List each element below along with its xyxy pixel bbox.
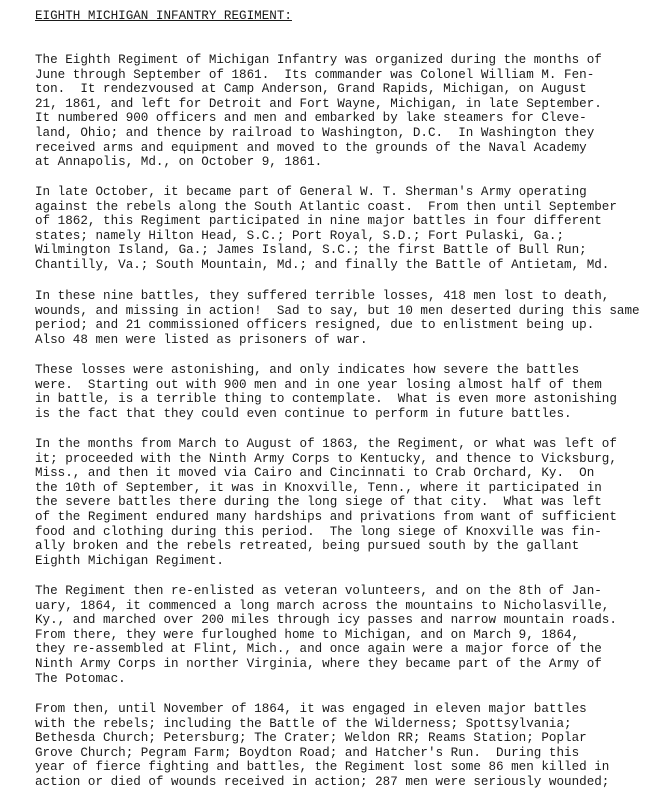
- text-line: These losses were astonishing, and only indicates how severe the battles: [35, 363, 580, 377]
- text-line: at Annapolis, Md., on October 9, 1861.: [35, 155, 323, 170]
- text-line: year of fierce fighting and battles, the Regiment lost some 86 men killed in: [35, 760, 610, 775]
- text-line: Ninth Army Corps in norther Virginia, where they became part of the Army of: [35, 656, 602, 671]
- text-line: action or died of wounds received in action; 287 men were seriously wounded;: [35, 774, 610, 789]
- paragraph: [35, 584, 617, 686]
- text-line: Eighth Michigan Regiment.: [35, 553, 224, 568]
- text-line: In late October, it became part of General W. T. Sherman's Army operating: [35, 185, 587, 199]
- paragraph: [35, 437, 617, 568]
- text-line: uary, 1864, it commenced a long march across the mountains to Nicholasville,: [35, 598, 610, 613]
- text-line: is the fact that they could even continue to perform in future battles.: [35, 406, 572, 421]
- text-line: period; and 21 commissioned officers resigned, due to enlistment being up.: [35, 318, 595, 333]
- text-line: Ky., and marched over 200 miles through icy passes and narrow mountain roads.: [35, 613, 617, 628]
- text-line: food and clothing during this period. The long siege of Knoxville was fin-: [35, 524, 602, 539]
- text-line: received arms and equipment and moved to the grounds of the Naval Academy: [35, 140, 587, 155]
- text-line: against the rebels along the South Atlantic coast. From then until September: [35, 199, 617, 214]
- text-line: 21, 1861, and left for Detroit and Fort Wayne, Michigan, in late September.: [35, 96, 602, 111]
- paragraph: [35, 363, 617, 421]
- text-line: From then, until November of 1864, it was engaged in eleven major battles: [35, 702, 587, 716]
- text-line: June through September of 1861. Its commander was Colonel William M. Fen-: [35, 67, 595, 82]
- text-line: of 1862, this Regiment participated in nine major battles in four different: [35, 214, 602, 229]
- text-line: of the Regiment endured many hardships and privations from want of sufficient: [35, 509, 617, 524]
- text-line: Grove Church; Pegram Farm; Boydton Road; and Hatcher's Run. During this: [35, 745, 580, 760]
- text-line: land, Ohio; and thence by railroad to Washington, D.C. In Washington they: [35, 125, 595, 140]
- paragraph: [35, 702, 609, 790]
- text-line: with the rebels; including the Battle of the Wilderness; Spottsylvania;: [35, 716, 572, 731]
- text-line: Also 48 men were listed as prisoners of war.: [35, 332, 368, 347]
- text-line: ally broken and the rebels retreated, being pursued south by the gallant: [35, 539, 580, 554]
- text-line: The Eighth Regiment of Michigan Infantry was organized during the months of: [35, 53, 602, 67]
- text-line: The Regiment then re-enlisted as veteran volunteers, and on the 8th of Jan-: [35, 584, 602, 598]
- text-line: states; namely Hilton Head, S.C.; Port Royal, S.D.; Fort Pulaski, Ga.;: [35, 228, 565, 243]
- text-line: it; proceeded with the Ninth Army Corps to Kentucky, and thence to Vicksburg,: [35, 451, 617, 466]
- text-line: Miss., and then it moved via Cairo and Cincinnati to Crab Orchard, Ky. On: [35, 466, 595, 481]
- text-line: ton. It rendezvoused at Camp Anderson, Grand Rapids, Michigan, on August: [35, 82, 587, 97]
- text-line: the 10th of September, it was in Knoxville, Tenn., where it participated in: [35, 480, 602, 495]
- text-line: It numbered 900 officers and men and embarked by lake steamers for Cleve-: [35, 111, 587, 126]
- text-line: The Potomac.: [35, 671, 126, 686]
- text-line: Wilmington Island, Ga.; James Island, S.C.; the first Battle of Bull Run;: [35, 243, 587, 258]
- paragraph: [35, 185, 617, 273]
- paragraph: [35, 53, 602, 170]
- text-line: in battle, is a terrible thing to contemplate. What is even more astonishing: [35, 392, 617, 407]
- text-line: they re-assembled at Flint, Mich., and once again were a major force of the: [35, 642, 602, 657]
- text-line: From there, they were furloughed home to Michigan, and on March 9, 1864,: [35, 627, 580, 642]
- text-line: In these nine battles, they suffered terrible losses, 418 men lost to death,: [35, 289, 610, 303]
- text-line: wounds, and missing in action! Sad to say, but 10 men deserted during this same: [35, 303, 640, 318]
- text-line: were. Starting out with 900 men and in one year losing almost half of them: [35, 377, 602, 392]
- text-line: the severe battles there during the long siege of that city. What was left: [35, 495, 602, 510]
- text-line: Chantilly, Va.; South Mountain, Md.; and finally the Battle of Antietam, Md.: [35, 257, 610, 272]
- text-line: In the months from March to August of 1863, the Regiment, or what was left of: [35, 437, 617, 451]
- document-title: EIGHTH MICHIGAN INFANTRY REGIMENT:: [35, 9, 292, 23]
- text-line: Bethesda Church; Petersburg; The Crater; Weldon RR; Reams Station; Poplar: [35, 731, 587, 746]
- paragraph: [35, 289, 640, 347]
